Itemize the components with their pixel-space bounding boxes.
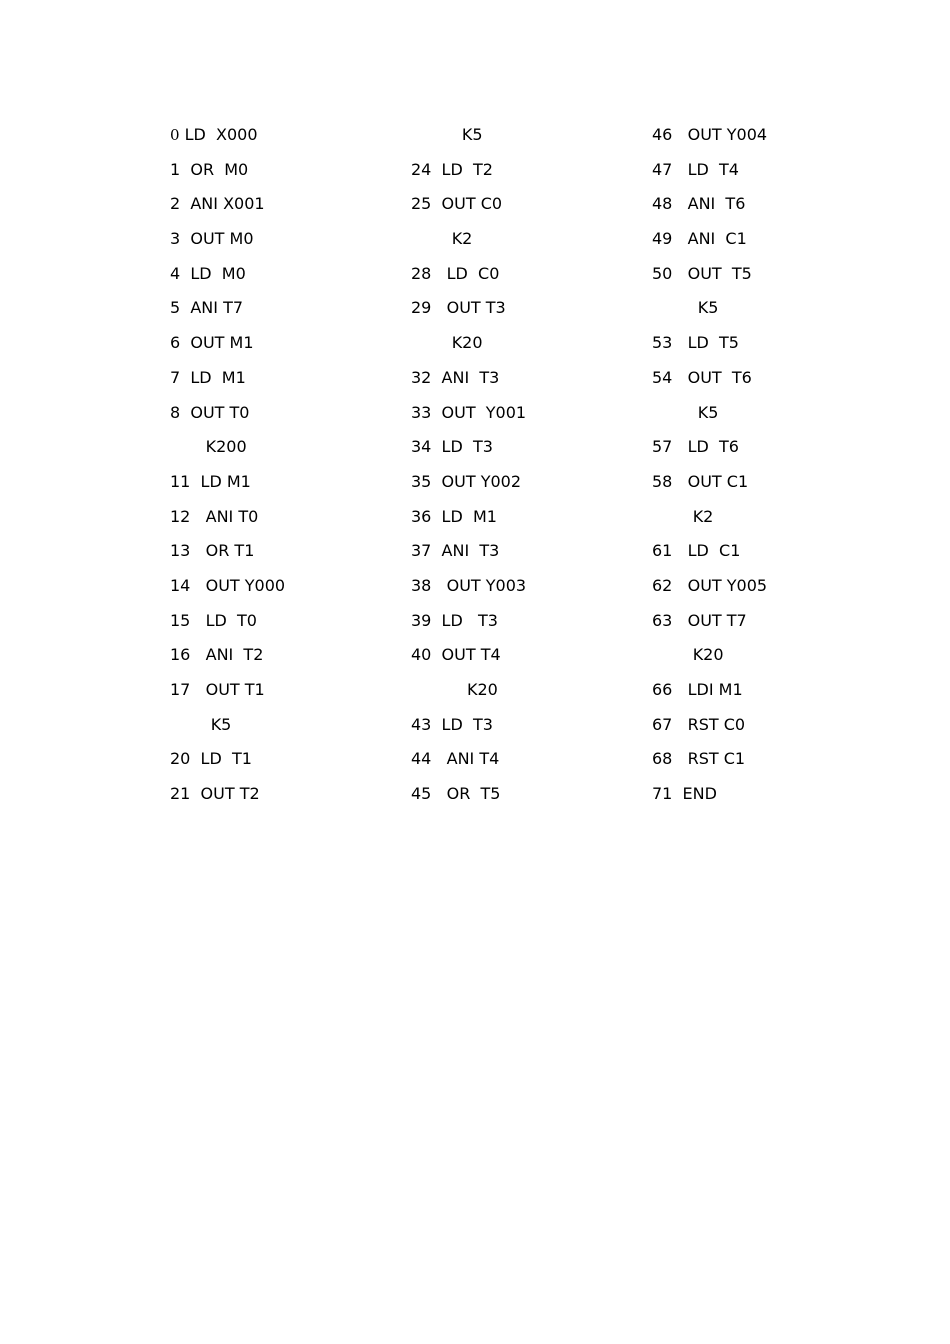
instruction-line: 36 LD M1 [411,506,497,526]
instruction-line: 66 LDI M1 [652,680,743,699]
instruction-line: 5 ANI T7 [170,298,244,318]
constant-line: K5 [652,298,719,318]
instruction-line: 47 LD T4 [652,159,739,179]
instruction-line: 21 OUT T2 [170,784,260,804]
constant-line: K5 [652,402,719,422]
instruction-line: 11 LD M1 [170,471,251,491]
instruction-line: 2 ANI X001 [170,194,265,214]
instruction-line: 50 OUT T5 [652,263,752,283]
instruction-line: 7 LD M1 [170,367,246,387]
instruction-line: 33 OUT Y001 [411,402,527,422]
instruction-line: 46 OUT Y004 [652,125,768,144]
instruction-line: 49 ANI C1 [652,229,747,249]
constant-line: K2 [411,229,473,249]
instruction-line: 57 LD T6 [652,437,739,457]
instruction-line: 25 OUT C0 [411,194,503,214]
instruction-line: 24 LD T2 [411,159,493,179]
step-number: 0 [170,126,180,144]
instruction-line: 4 LD M0 [170,263,246,283]
constant-line: K5 [170,714,232,734]
constant-line: K2 [652,506,714,526]
instruction-line: 44 ANI T4 [411,749,500,769]
instruction-line: 54 OUT T6 [652,367,752,387]
instruction-line: 34 LD T3 [411,437,493,457]
instruction-line: 12 ANI T0 [170,506,259,526]
instruction-line [170,123,285,158]
program-column-3 [652,123,767,817]
constant-line: K5 [411,125,483,144]
instruction-line: 71 END [652,784,717,804]
instruction-line: 39 LD T3 [411,610,498,630]
instruction-line: 45 OR T5 [411,784,501,804]
instruction-line: 14 OUT Y000 [170,575,286,595]
program-column-2 [411,123,526,817]
instruction-line: 37 ANI T3 [411,541,500,561]
instruction-line: 29 OUT T3 [411,298,506,318]
instruction-line: 67 RST C0 [652,714,746,734]
instruction-line: 62 OUT Y005 [652,575,768,595]
instruction-text: LD X000 [179,125,258,144]
instruction-line: 61 LD C1 [652,541,741,561]
instruction-line: 28 LD C0 [411,263,500,283]
constant-line: K200 [170,437,247,457]
instruction-line: 15 LD T0 [170,610,257,630]
instruction-line: 43 LD T3 [411,714,493,734]
constant-line: K20 [652,645,724,665]
constant-line: K20 [411,680,498,699]
instruction-line: 20 LD T1 [170,749,252,769]
instruction-line: 8 OUT T0 [170,402,250,422]
instruction-line: 32 ANI T3 [411,367,500,387]
instruction-line: 53 LD T5 [652,333,739,353]
program-column-1 [170,123,285,817]
instruction-line: 3 OUT M0 [170,229,254,249]
constant-line: K20 [411,333,483,353]
instruction-line: 16 ANI T2 [170,645,264,665]
instruction-line: 40 OUT T4 [411,645,501,665]
instruction-line: 38 OUT Y003 [411,575,527,595]
instruction-line: 48 ANI T6 [652,194,746,214]
instruction-line: 63 OUT T7 [652,610,747,630]
instruction-line: 35 OUT Y002 [411,471,522,491]
instruction-line: 6 OUT M1 [170,333,254,353]
instruction-line: 58 OUT C1 [652,471,749,491]
instruction-line: 1 OR M0 [170,159,249,179]
instruction-line: 68 RST C1 [652,749,746,769]
instruction-line: 13 OR T1 [170,541,255,561]
instruction-line: 17 OUT T1 [170,680,265,699]
